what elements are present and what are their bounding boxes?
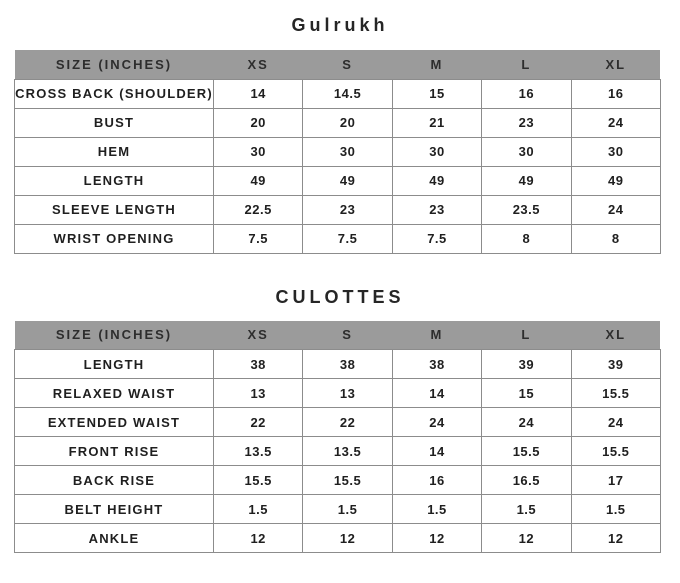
size-value-cell: 30	[214, 137, 303, 166]
size-value-cell: 14	[392, 379, 481, 408]
size-value-cell: 22.5	[214, 195, 303, 224]
chart-title-gulrukh: Gulrukh	[291, 15, 389, 35]
size-value-cell: 13.5	[303, 437, 392, 466]
size-table-culottes	[14, 321, 661, 554]
size-value-cell: 39	[571, 350, 660, 379]
size-value-cell: 15.5	[571, 437, 660, 466]
size-value-cell: 1.5	[303, 495, 392, 524]
row-label: HEM	[15, 137, 214, 166]
row-label: BELT HEIGHT	[15, 495, 214, 524]
row-label: ANKLE	[15, 524, 214, 553]
column-header-m: M	[392, 321, 481, 350]
row-label: SLEEVE LENGTH	[15, 195, 214, 224]
size-value-cell: 15.5	[214, 466, 303, 495]
size-value-cell: 1.5	[392, 495, 481, 524]
row-label: BACK RISE	[15, 466, 214, 495]
size-value-cell: 7.5	[214, 224, 303, 253]
size-value-cell: 7.5	[392, 224, 481, 253]
column-header-xs: XS	[214, 50, 303, 79]
column-header-m: M	[392, 50, 481, 79]
size-value-cell: 16	[392, 466, 481, 495]
size-value-cell: 24	[482, 408, 571, 437]
size-value-cell: 23	[482, 108, 571, 137]
size-value-cell: 23.5	[482, 195, 571, 224]
table-row	[15, 379, 661, 408]
size-value-cell: 12	[214, 524, 303, 553]
row-label: EXTENDED WAIST	[15, 408, 214, 437]
size-value-cell: 1.5	[482, 495, 571, 524]
table-row	[15, 524, 661, 553]
header-row	[15, 50, 661, 79]
size-value-cell: 30	[392, 137, 481, 166]
size-value-cell: 39	[482, 350, 571, 379]
size-value-cell: 13	[214, 379, 303, 408]
size-value-cell: 15	[482, 379, 571, 408]
size-value-cell: 49	[214, 166, 303, 195]
row-label: WRIST OPENING	[15, 224, 214, 253]
row-label: FRONT RISE	[15, 437, 214, 466]
size-value-cell: 13.5	[214, 437, 303, 466]
size-value-cell: 49	[392, 166, 481, 195]
size-value-cell: 23	[392, 195, 481, 224]
table-row	[15, 137, 661, 166]
size-value-cell: 24	[392, 408, 481, 437]
size-value-cell: 16	[571, 79, 660, 108]
column-header-size: SIZE (INCHES)	[15, 50, 214, 79]
size-value-cell: 22	[214, 408, 303, 437]
size-value-cell: 14.5	[303, 79, 392, 108]
column-header-xs: XS	[214, 321, 303, 350]
size-value-cell: 23	[303, 195, 392, 224]
row-label: LENGTH	[15, 350, 214, 379]
size-value-cell: 24	[571, 408, 660, 437]
size-value-cell: 49	[482, 166, 571, 195]
size-value-cell: 1.5	[214, 495, 303, 524]
size-value-cell: 12	[303, 524, 392, 553]
row-label: LENGTH	[15, 166, 214, 195]
size-value-cell: 12	[571, 524, 660, 553]
table-row	[15, 79, 661, 108]
header-row	[15, 321, 661, 350]
column-header-s: S	[303, 50, 392, 79]
size-value-cell: 24	[571, 108, 660, 137]
table-row	[15, 437, 661, 466]
size-value-cell: 30	[571, 137, 660, 166]
size-value-cell: 16	[482, 79, 571, 108]
size-value-cell: 12	[482, 524, 571, 553]
size-value-cell: 38	[214, 350, 303, 379]
row-label: RELAXED WAIST	[15, 379, 214, 408]
table-row	[15, 466, 661, 495]
size-value-cell: 49	[571, 166, 660, 195]
size-value-cell: 22	[303, 408, 392, 437]
chart-title-culottes: CULOTTES	[275, 286, 405, 307]
column-header-xl: XL	[571, 50, 660, 79]
size-value-cell: 49	[303, 166, 392, 195]
size-value-cell: 24	[571, 195, 660, 224]
size-value-cell: 16.5	[482, 466, 571, 495]
column-header-l: L	[482, 50, 571, 79]
table-row	[15, 166, 661, 195]
column-header-s: S	[303, 321, 392, 350]
table-row	[15, 224, 661, 253]
size-value-cell: 7.5	[303, 224, 392, 253]
size-value-cell: 8	[571, 224, 660, 253]
size-value-cell: 15.5	[482, 437, 571, 466]
size-value-cell: 15.5	[303, 466, 392, 495]
size-value-cell: 15	[392, 79, 481, 108]
table-row	[15, 408, 661, 437]
size-table-gulrukh	[14, 50, 661, 254]
size-value-cell: 21	[392, 108, 481, 137]
table-row	[15, 350, 661, 379]
size-value-cell: 1.5	[571, 495, 660, 524]
table-row	[15, 108, 661, 137]
size-value-cell: 38	[303, 350, 392, 379]
size-value-cell: 17	[571, 466, 660, 495]
size-value-cell: 14	[392, 437, 481, 466]
size-value-cell: 20	[303, 108, 392, 137]
column-header-l: L	[482, 321, 571, 350]
size-value-cell: 14	[214, 79, 303, 108]
size-value-cell: 30	[482, 137, 571, 166]
size-value-cell: 20	[214, 108, 303, 137]
size-value-cell: 30	[303, 137, 392, 166]
table-row	[15, 195, 661, 224]
size-value-cell: 13	[303, 379, 392, 408]
size-value-cell: 15.5	[571, 379, 660, 408]
size-value-cell: 12	[392, 524, 481, 553]
column-header-xl: XL	[571, 321, 660, 350]
column-header-size: SIZE (INCHES)	[15, 321, 214, 350]
table-row	[15, 495, 661, 524]
row-label: BUST	[15, 108, 214, 137]
size-value-cell: 38	[392, 350, 481, 379]
row-label: CROSS BACK (SHOULDER)	[15, 79, 214, 108]
size-value-cell: 8	[482, 224, 571, 253]
